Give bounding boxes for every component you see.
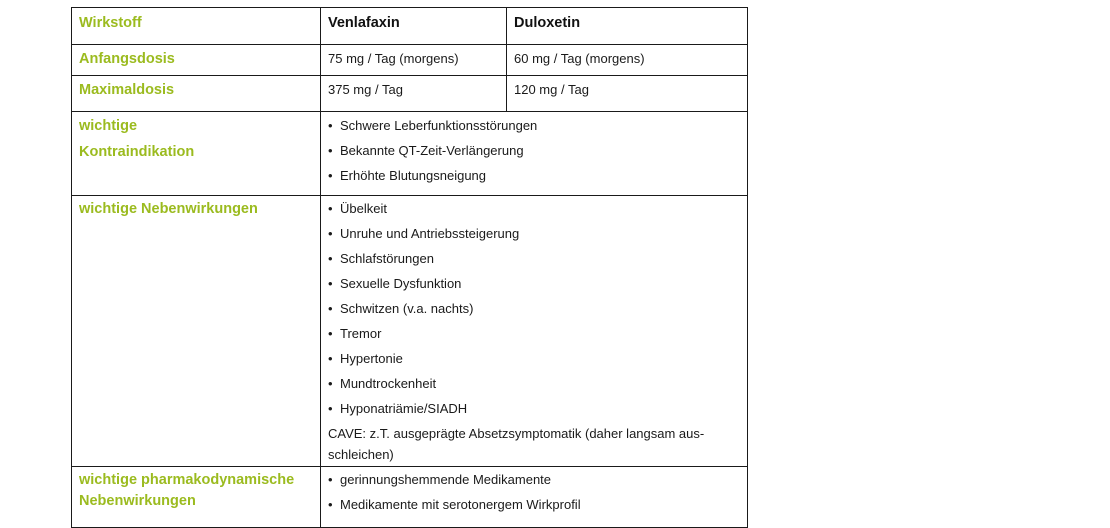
bullet-icon: • [328,497,333,512]
list-item-text: Hypertonie [340,351,403,366]
table-row-header [72,8,748,45]
label-text-line2: Kontraindikation [79,144,195,160]
cave-note: CAVE: z.T. ausgeprägte Absetzsymptomatik (daher langsam aus-schleichen) [328,426,705,462]
cell-nebenwirkungen [321,196,748,467]
cell-venlafaxin-maximaldosis: 375 mg / Tag [321,76,507,112]
list-item [328,200,740,225]
list-item-text: Unruhe und Antriebssteigerung [340,226,520,241]
column-header-duloxetin [507,8,748,45]
cell-duloxetin-maximaldosis: 120 mg / Tag [507,76,748,112]
bullet-icon: • [328,301,333,316]
list-item-text: Sexuelle Dysfunktion [340,276,462,291]
row-label-kontraindikation [72,112,321,196]
list-item [328,400,740,425]
kontraindikation-list [328,117,740,192]
list-item-text: Schwere Leberfunktionsstörungen [340,118,538,133]
list-item-text: Mundtrockenheit [340,376,437,391]
list-item [328,250,740,275]
list-item-text: Bekannte QT-Zeit-Verlängerung [340,143,524,158]
table-row-kontraindikation [72,112,748,196]
list-item [328,167,740,192]
cell-pharmakodynamisch [321,467,748,528]
bullet-icon: • [328,276,333,291]
bullet-icon: • [328,168,333,183]
table-row-nebenwirkungen [72,196,748,467]
list-item-text: gerinnungshemmende Medikamente [340,472,552,487]
label-text-line2: Nebenwirkungen [79,493,196,509]
row-label-anfangsdosis [72,45,321,76]
list-item-text: Schlafstörungen [340,251,434,266]
bullet-icon: • [328,351,333,366]
bullet-icon: • [328,226,333,241]
bullet-icon: • [328,472,333,487]
list-item [328,375,740,400]
label-text: Anfangsdosis [79,51,175,67]
list-item [328,350,740,375]
list-item [328,225,740,250]
pharmakodynamisch-list [328,471,740,521]
cell-kontraindikation [321,112,748,196]
bullet-icon: • [328,326,333,341]
bullet-icon: • [328,143,333,158]
bullet-icon: • [328,201,333,216]
list-item [328,325,740,350]
label-text: wichtige Nebenwirkungen [79,201,258,217]
list-item [328,117,740,142]
bullet-icon: • [328,401,333,416]
bullet-icon: • [328,376,333,391]
list-item [328,496,740,521]
nebenwirkungen-list [328,200,740,425]
list-item-text: Schwitzen (v.a. nachts) [340,301,474,316]
label-text-line1: wichtige pharmakodynamische [79,472,295,488]
label-text: Maximaldosis [79,82,175,98]
header-text: Duloxetin [514,15,581,31]
table-row-pharmakodynamisch [72,467,748,528]
list-item-text: Hyponatriämie/SIADH [340,401,468,416]
bullet-icon: • [328,251,333,266]
list-item [328,300,740,325]
list-item [328,471,740,496]
list-item [328,142,740,167]
bullet-icon: • [328,118,333,133]
row-label-pharmakodynamisch [72,467,321,528]
row-label-nebenwirkungen [72,196,321,467]
column-header-venlafaxin [321,8,507,45]
list-item [328,275,740,300]
table-row-maximaldosis [72,76,748,112]
list-item-text: Tremor [340,326,382,341]
label-text-line1: wichtige [79,118,138,134]
list-item-text: Medikamente mit serotonergem Wirkprofil [340,497,581,512]
row-label-maximaldosis [72,76,321,112]
list-item-text: Übelkeit [340,201,387,216]
header-text: Venlafaxin [328,15,400,31]
list-item-text: Erhöhte Blutungsneigung [340,168,487,183]
cell-duloxetin-anfangsdosis: 60 mg / Tag (morgens) [507,45,748,76]
row-label-wirkstoff [72,8,321,45]
drug-comparison-table [71,7,748,528]
table-row-anfangsdosis [72,45,748,76]
label-text: Wirkstoff [79,15,142,31]
cell-venlafaxin-anfangsdosis: 75 mg / Tag (morgens) [321,45,507,76]
